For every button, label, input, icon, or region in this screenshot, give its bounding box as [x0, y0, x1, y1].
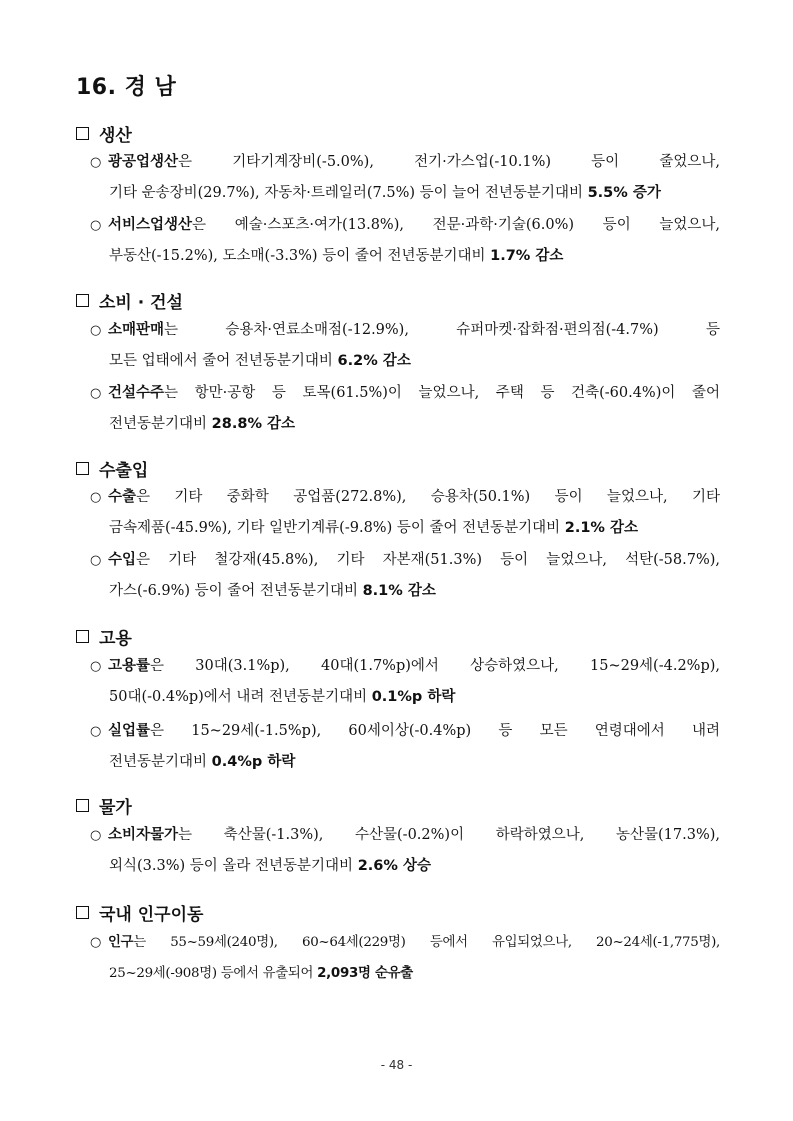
circle-bullet-icon: ○: [90, 935, 102, 950]
section-heading-employment: 고용: [76, 624, 132, 649]
item-term: 소매판매: [108, 322, 165, 338]
item-result: 2,093명 순유출: [317, 966, 413, 981]
item-text: 은 30대(3.1%p), 40대(1.7%p)에서 상승하였으나, 15~29세(-4.2%p),: [150, 658, 720, 674]
item-result: 1.7% 감소: [490, 248, 564, 264]
item-term: 인구: [108, 935, 134, 950]
checkbox-square-icon: [76, 127, 89, 140]
item-term: 건설수주: [108, 385, 165, 401]
item-result: 0.1%p 하락: [371, 689, 456, 705]
item-term: 고용률: [108, 658, 151, 674]
item-result: 0.4%p 하락: [211, 754, 296, 770]
page-number: - 48 -: [380, 1058, 413, 1072]
item-service: [90, 210, 720, 272]
section-heading-population-movement: 국내 인구이동: [76, 900, 203, 925]
item-mining-manufacturing: [90, 147, 720, 209]
item-text: 은 기타기계장비(-5.0%), 전기·가스업(-10.1%) 등이 줄었으나,: [178, 154, 720, 170]
item-text: 은 기타 중화학 공업품(272.8%), 승용차(50.1%) 등이 늘었으나, 기타: [136, 489, 720, 505]
item-text: 는 55~59세(240명), 60~64세(229명) 등에서 유입되었으나, 20~24세(-1,775명),: [133, 935, 720, 950]
item-text: 모든 업태에서 줄어 전년동분기대비: [109, 353, 338, 369]
circle-bullet-icon: ○: [90, 553, 102, 568]
item-result: 6.2% 감소: [337, 353, 411, 369]
item-employment-rate: [90, 651, 720, 713]
item-text: 가스(-6.9%) 등이 줄어 전년동분기대비: [109, 583, 363, 599]
item-consumer-prices: [90, 820, 720, 882]
item-text: 는 축산물(-1.3%), 수산물(-0.2%)이 하락하였으나, 농산물(17.3%),: [178, 827, 720, 843]
section-heading-consumption-construction: 소비 · 건설: [76, 288, 183, 313]
checkbox-square-icon: [76, 462, 89, 475]
item-population: [90, 927, 720, 989]
item-construction-orders: [90, 378, 720, 440]
circle-bullet-icon: ○: [90, 323, 102, 338]
checkbox-square-icon: [76, 906, 89, 919]
item-term: 광공업생산: [108, 154, 179, 170]
item-retail-sales: [90, 315, 720, 377]
item-exports: [90, 482, 720, 544]
item-term: 실업률: [108, 723, 151, 739]
circle-bullet-icon: ○: [90, 828, 102, 843]
item-text: 기타 운송장비(29.7%), 자동차·트레일러(7.5%) 등이 늘어 전년동분기대비: [109, 185, 588, 201]
circle-bullet-icon: ○: [90, 386, 102, 401]
section-heading-production: 생산: [76, 121, 132, 146]
section-heading-trade: 수출입: [76, 456, 148, 481]
circle-bullet-icon: ○: [90, 724, 102, 739]
item-result: 5.5% 증가: [587, 185, 661, 201]
circle-bullet-icon: ○: [90, 155, 102, 170]
item-text: 금속제품(-45.9%), 기타 일반기계류(-9.8%) 등이 줄어 전년동분기대비: [109, 520, 565, 536]
item-term: 소비자물가: [108, 827, 179, 843]
item-text: 외식(3.3%) 등이 올라 전년동분기대비: [109, 858, 358, 874]
item-text: 50대(-0.4%p)에서 내려 전년동분기대비: [109, 689, 372, 705]
checkbox-square-icon: [76, 799, 89, 812]
item-text: 부동산(-15.2%), 도소매(-3.3%) 등이 줄어 전년동분기대비: [109, 248, 491, 264]
item-term: 서비스업생산: [108, 217, 193, 233]
item-result: 28.8% 감소: [211, 416, 296, 432]
item-text: 전년동분기대비: [109, 754, 212, 770]
item-result: 2.6% 상승: [357, 858, 431, 874]
page-title: 16. 경 남: [76, 75, 177, 100]
circle-bullet-icon: ○: [90, 490, 102, 505]
circle-bullet-icon: ○: [90, 218, 102, 233]
checkbox-square-icon: [76, 630, 89, 643]
item-text: 는 항만·공항 등 토목(61.5%)이 늘었으나, 주택 등 건축(-60.4%)이 줄어: [164, 385, 720, 401]
item-text: 은 예술·스포츠·여가(13.8%), 전문·과학·기술(6.0%) 등이 늘었으나,: [192, 217, 720, 233]
circle-bullet-icon: ○: [90, 659, 102, 674]
item-term: 수출: [108, 489, 137, 505]
item-text: 25~29세(-908명) 등에서 유출되어: [109, 966, 318, 981]
section-heading-prices: 물가: [76, 793, 132, 818]
item-imports: [90, 545, 720, 607]
checkbox-square-icon: [76, 294, 89, 307]
item-text: 는 승용차·연료소매점(-12.9%), 슈퍼마켓·잡화점·편의점(-4.7%) 등: [164, 322, 720, 338]
item-result: 8.1% 감소: [362, 583, 436, 599]
item-unemployment-rate: [90, 716, 720, 778]
item-text: 은 기타 철강재(45.8%), 기타 자본재(51.3%) 등이 늘었으나, 석탄(-58.7%),: [136, 552, 720, 568]
item-text: 전년동분기대비: [109, 416, 212, 432]
item-text: 은 15~29세(-1.5%p), 60세이상(-0.4%p) 등 모든 연령대에서 내려: [150, 723, 720, 739]
item-result: 2.1% 감소: [564, 520, 639, 536]
item-term: 수입: [108, 552, 137, 568]
